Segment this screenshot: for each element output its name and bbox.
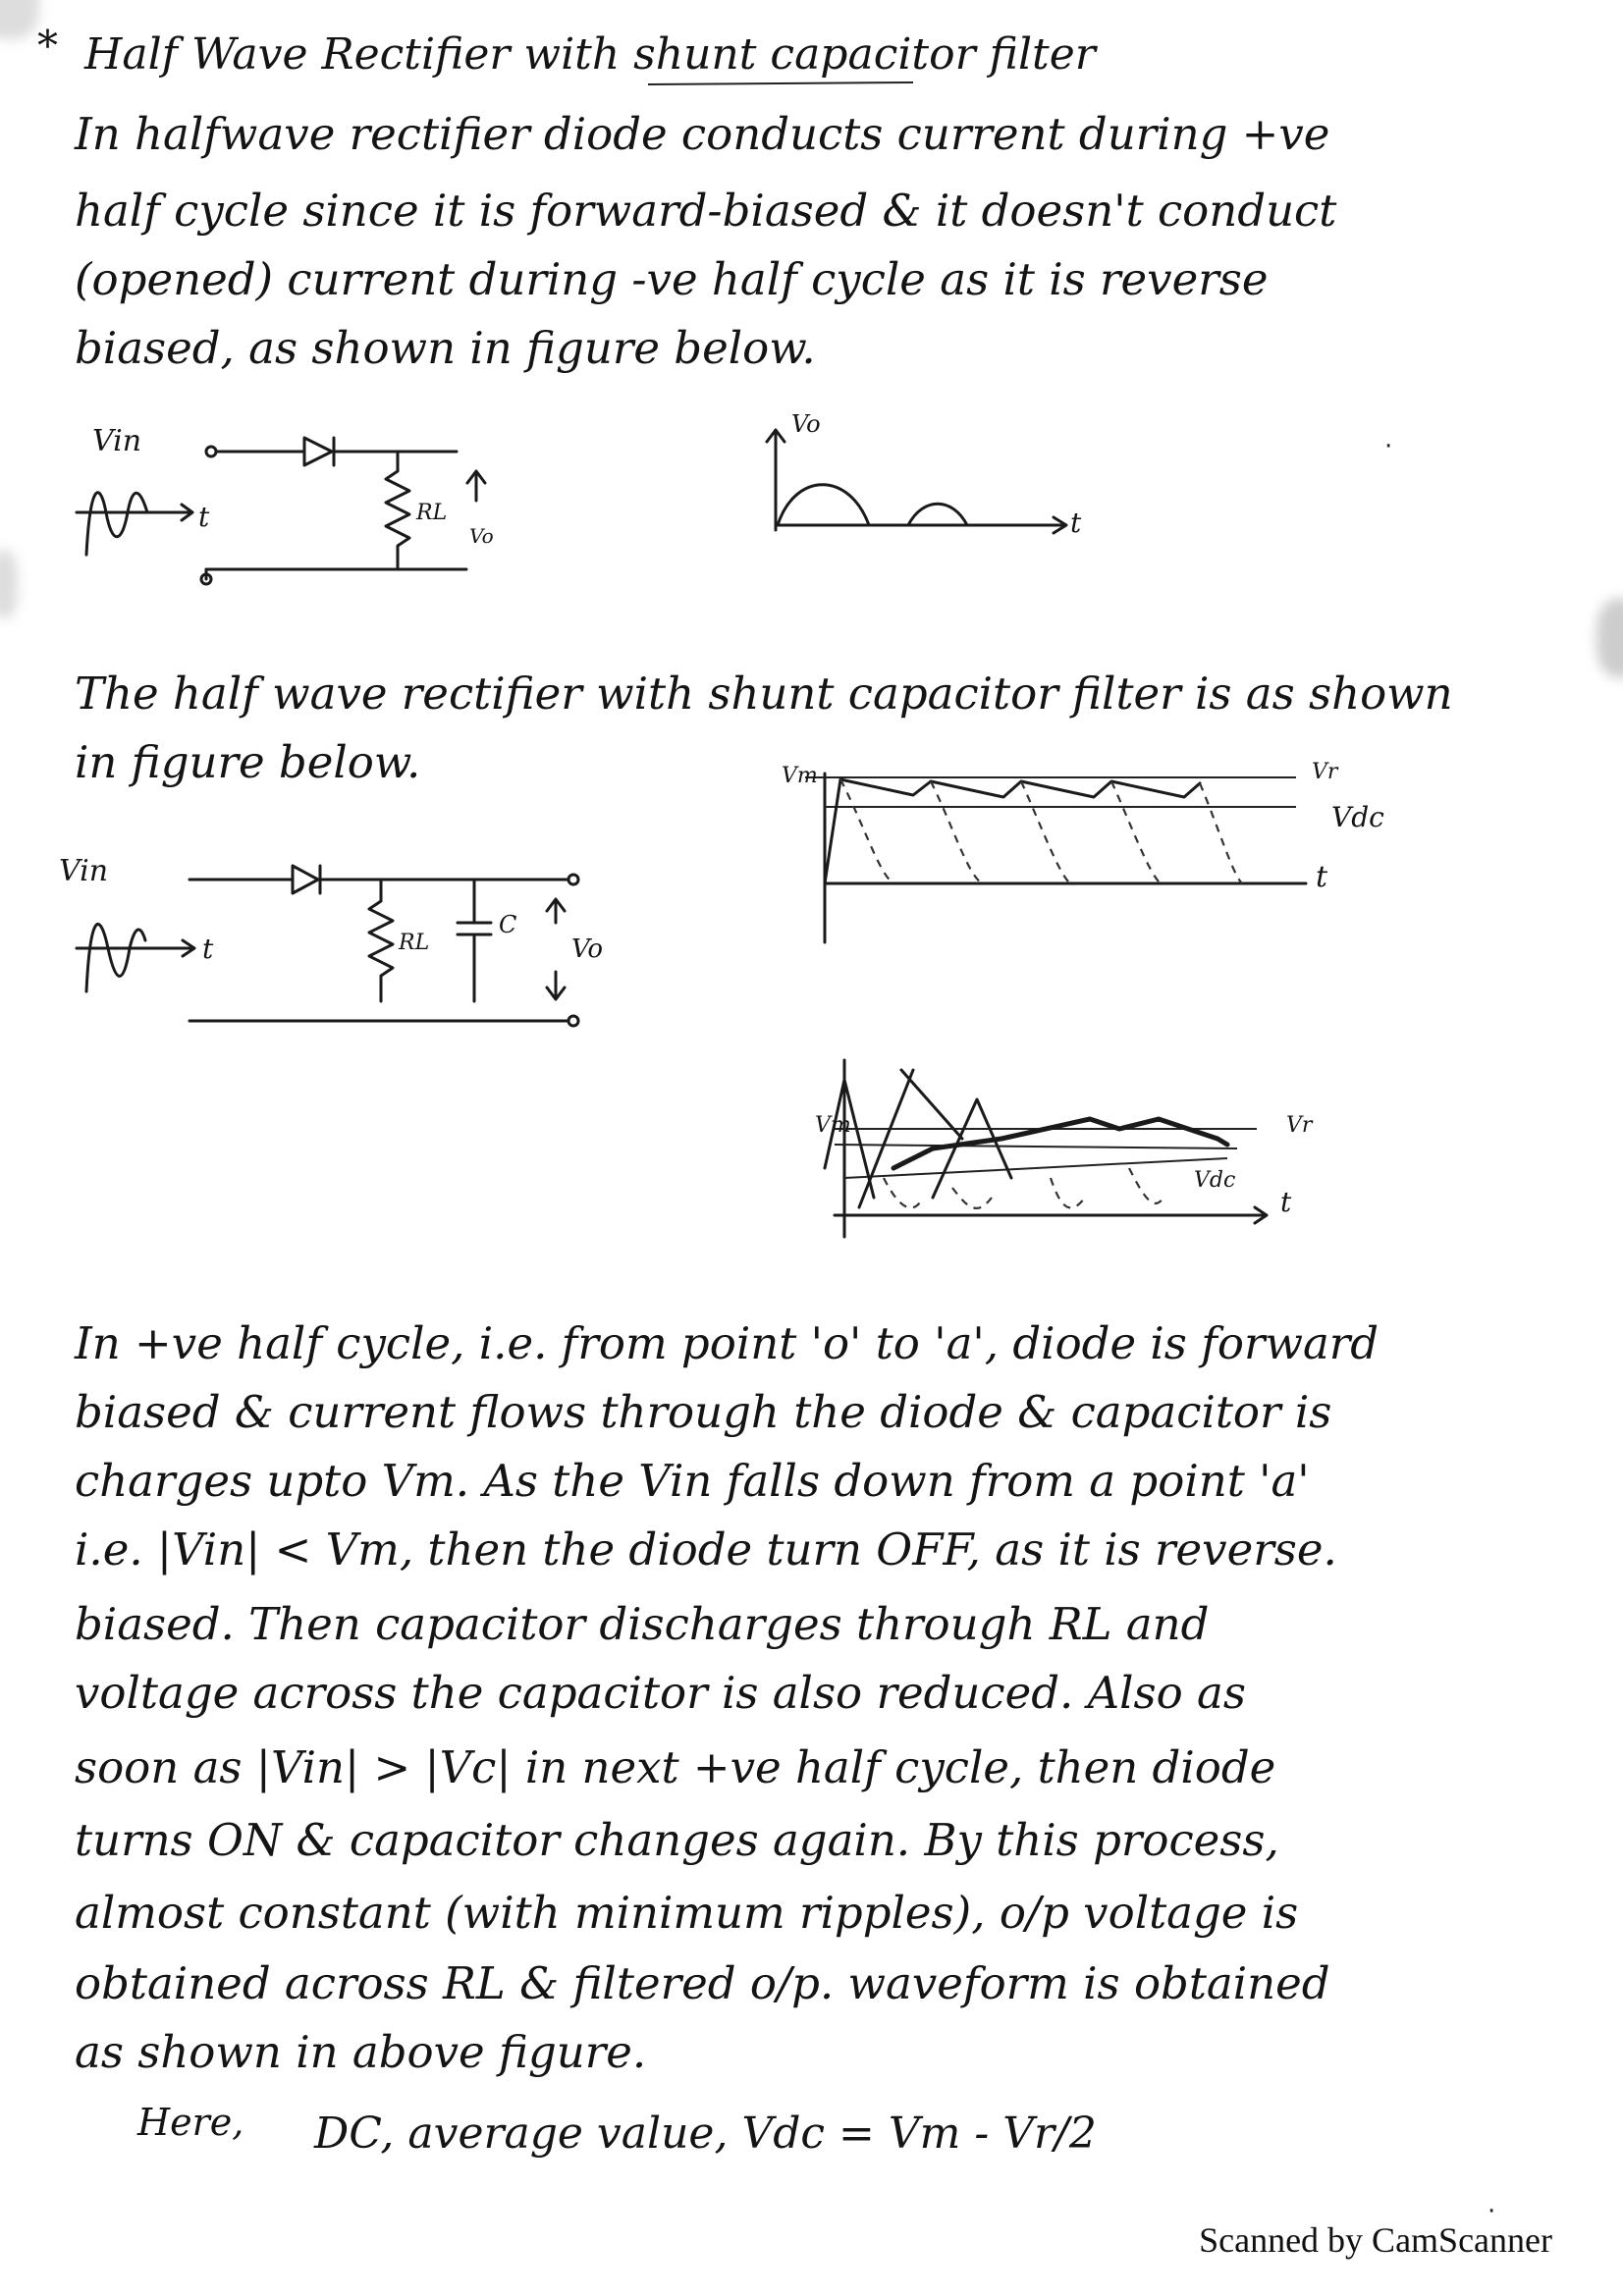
body-line-3: charges upto Vm. As the Vin falls down from a point 'a'	[75, 1455, 1310, 1507]
body-line-1: In +ve half cycle, i.e. from point 'o' to 'a', diode is forward	[75, 1317, 1380, 1369]
fig2-ripple-label: Vr	[1312, 760, 1338, 784]
scan-speck: ·	[1488, 2197, 1496, 2226]
page-title: Half Wave Rectifier with shunt capacitor filter	[84, 29, 1096, 80]
fig2-time-label: t	[202, 933, 214, 965]
fig1-output-label: Vo	[469, 524, 494, 548]
fig2-dc-label: Vdc	[1331, 801, 1384, 833]
body-line-5: biased. Then capacitor discharges through RL and	[75, 1598, 1210, 1650]
fig3-sketch-drawing	[805, 1050, 1316, 1247]
intro-line-3: (opened) current during -ve half cycle as it is reverse	[75, 253, 1269, 305]
fig1-circuit	[59, 422, 530, 609]
fig2-wave-time-label: t	[1316, 860, 1328, 894]
mid-line-2: in figure below.	[75, 736, 421, 788]
fig3-peak-label: Vm	[815, 1113, 851, 1138]
mid-line-1: The half wave rectifier with shunt capacitor filter is as shown	[75, 667, 1453, 720]
fig3-ripple-sketch	[805, 1050, 1316, 1247]
intro-line-2: half cycle since it is forward-biased & it doesn't conduct	[75, 185, 1337, 237]
title-marker: *	[37, 22, 58, 70]
fig2-peak-label: Vm	[782, 764, 818, 788]
fig2-waveform-drawing	[746, 756, 1355, 952]
fig1-output-time-label: t	[1070, 507, 1082, 539]
fig1-time-label: t	[198, 501, 210, 533]
body-line-10: obtained across RL & filtered o/p. waveform is obtained	[75, 1957, 1330, 2009]
fig1-output-waveform	[756, 412, 1129, 560]
intro-line-1: In halfwave rectifier diode conducts current during +ve	[75, 108, 1330, 160]
fig3-time-label: t	[1280, 1186, 1292, 1218]
body-line-2: biased & current flows through the diode & capacitor is	[75, 1386, 1332, 1438]
body-line-4: i.e. |Vin| < Vm, then the diode turn OFF, as it is reverse.	[75, 1523, 1337, 1575]
fig3-dc-label: Vdc	[1194, 1168, 1236, 1193]
equation-text: DC, average value, Vdc = Vm - Vr/2	[314, 2109, 1097, 2159]
fig2-output-label: Vo	[571, 934, 604, 964]
body-line-7: soon as |Vin| > |Vc| in next +ve half cycle, then diode	[75, 1741, 1276, 1793]
fig2-filtered-waveform	[746, 756, 1384, 952]
fig3-ripple-label: Vr	[1286, 1113, 1313, 1138]
fig2-resistor-label: RL	[399, 931, 430, 955]
scanner-watermark: Scanned by CamScanner	[1199, 2220, 1552, 2260]
body-line-11: as shown in above figure.	[75, 2026, 647, 2078]
fig2-circuit-drawing	[57, 854, 607, 1050]
fig1-input-label: Vin	[92, 424, 142, 458]
fig1-resistor-label: RL	[416, 501, 448, 525]
body-line-9: almost constant (with minimum ripples), o/p voltage is	[75, 1887, 1299, 1939]
intro-line-4: biased, as shown in figure below.	[75, 322, 816, 374]
fig2-input-label: Vin	[59, 854, 109, 888]
body-line-6: voltage across the capacitor is also reduced. Also as	[75, 1667, 1246, 1719]
fig2-capacitor-label: C	[499, 911, 517, 938]
equation-prefix: Here,	[137, 2101, 244, 2144]
fig1-output-axis-label: Vo	[791, 410, 821, 438]
body-line-8: turns ON & capacitor changes again. By this process,	[75, 1814, 1279, 1866]
scan-speck: ·	[1384, 432, 1393, 461]
fig2-circuit	[57, 854, 607, 1050]
